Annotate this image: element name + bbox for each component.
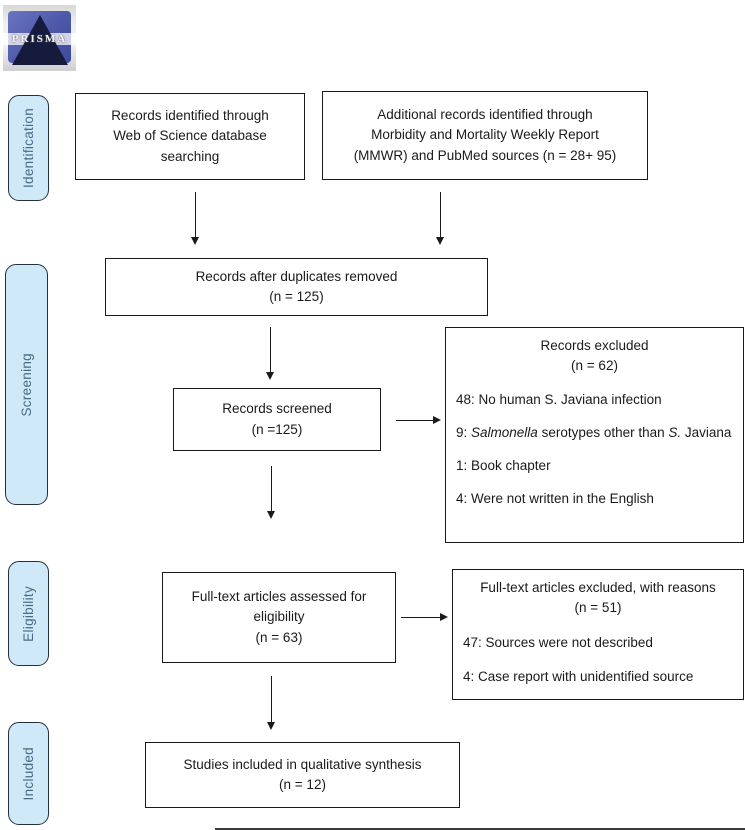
excluded-reason <box>456 456 733 476</box>
stage-label-screening <box>5 264 48 505</box>
box-text-line: (MMWR) and PubMed sources (n = 28+ 95) <box>353 147 617 163</box>
arrow-duplicates-to-screened <box>266 327 275 380</box>
excluded-reason <box>463 667 733 687</box>
box-title-line: Records excluded <box>540 338 649 353</box>
box-text-line: Studies included in qualitative synthesis <box>183 756 422 772</box>
box-text-line: (n = 63) <box>255 629 303 645</box>
prisma-logo-text: PRISMA <box>11 33 68 45</box>
arrow-head-right-icon <box>440 613 448 621</box>
box-records-screened <box>173 388 381 451</box>
reason-text: serotypes other than <box>537 424 669 440</box>
box-text-line: (n = 125) <box>269 289 324 304</box>
box-fulltext-excluded <box>452 569 744 700</box>
stage-label-text: Identification <box>21 108 36 188</box>
reason-text: 4: Were not written in the English <box>456 491 654 507</box>
arrow-head-down-icon <box>266 372 274 380</box>
reason-text: 4: Case report with unidentified source <box>463 668 694 684</box>
box-fulltext-assessed <box>162 572 396 663</box>
arrow-additional-to-duplicates <box>436 192 445 245</box>
arrow-wos-to-duplicates <box>191 192 200 245</box>
reason-text: 1: Book chapter <box>456 458 551 473</box>
reason-text: 9: <box>456 424 472 440</box>
reason-text: Javiana <box>681 424 732 440</box>
excluded-reason <box>463 633 733 653</box>
stage-label-included <box>8 722 49 825</box>
reason-text-italic: Salmonella <box>471 424 538 440</box>
arrow-fulltext-to-ft-excluded <box>401 613 448 622</box>
box-text-line: searching <box>160 148 220 164</box>
box-text-line: Records after duplicates removed <box>195 268 398 284</box>
arrow-head-down-icon <box>436 237 444 245</box>
stage-label-text: Screening <box>19 352 34 417</box>
arrow-line <box>271 676 272 724</box>
box-text-line: (n =125) <box>251 421 303 437</box>
box-text-line: (n = 12) <box>279 777 326 792</box>
arrow-screened-to-excluded <box>396 416 441 425</box>
arrow-head-down-icon <box>191 237 199 245</box>
box-duplicates-removed <box>105 258 488 316</box>
stage-label-identification <box>8 95 49 201</box>
box-title-line: (n = 62) <box>571 358 618 374</box>
box-records-excluded <box>445 327 744 543</box>
box-title-line: Full-text articles excluded, with reasons <box>480 580 716 595</box>
reason-text: 48: No human S. Javiana infection <box>456 391 662 407</box>
box-text-line: Records screened <box>222 401 332 417</box>
stage-label-eligibility <box>8 561 49 666</box>
excluded-reason <box>456 390 733 410</box>
box-text-line: Additional records identified through <box>377 107 593 123</box>
arrow-screened-to-fulltext <box>267 466 276 519</box>
arrow-line <box>401 617 442 618</box>
box-title-line: (n = 51) <box>574 600 622 616</box>
excluded-reason <box>456 423 733 443</box>
prisma-logo <box>3 5 76 71</box>
box-text-line: eligibility <box>253 609 305 625</box>
arrow-line <box>396 420 435 421</box>
box-records-identified-wos <box>75 93 305 180</box>
excluded-reason <box>456 489 733 509</box>
stage-label-text: Included <box>21 746 36 801</box>
arrow-line <box>440 192 441 239</box>
arrow-line <box>271 466 272 513</box>
box-studies-included <box>145 742 460 808</box>
arrow-line <box>270 327 271 374</box>
reason-text: 47: Sources were not described <box>463 634 653 650</box>
box-additional-records <box>322 91 648 180</box>
reason-text-italic: S. <box>668 424 682 440</box>
arrow-fulltext-to-included <box>267 676 276 730</box>
box-text-line: Morbidity and Mortality Weekly Report <box>371 127 599 143</box>
arrow-head-down-icon <box>267 511 275 519</box>
arrow-head-down-icon <box>267 722 275 730</box>
box-text-line: Full-text articles assessed for <box>191 589 367 605</box>
arrow-line <box>195 192 196 239</box>
box-text-line: Web of Science database <box>113 128 267 144</box>
box-text-line: Records identified through <box>111 108 269 124</box>
arrow-head-right-icon <box>433 416 441 424</box>
stage-label-text: Eligibility <box>21 585 36 642</box>
